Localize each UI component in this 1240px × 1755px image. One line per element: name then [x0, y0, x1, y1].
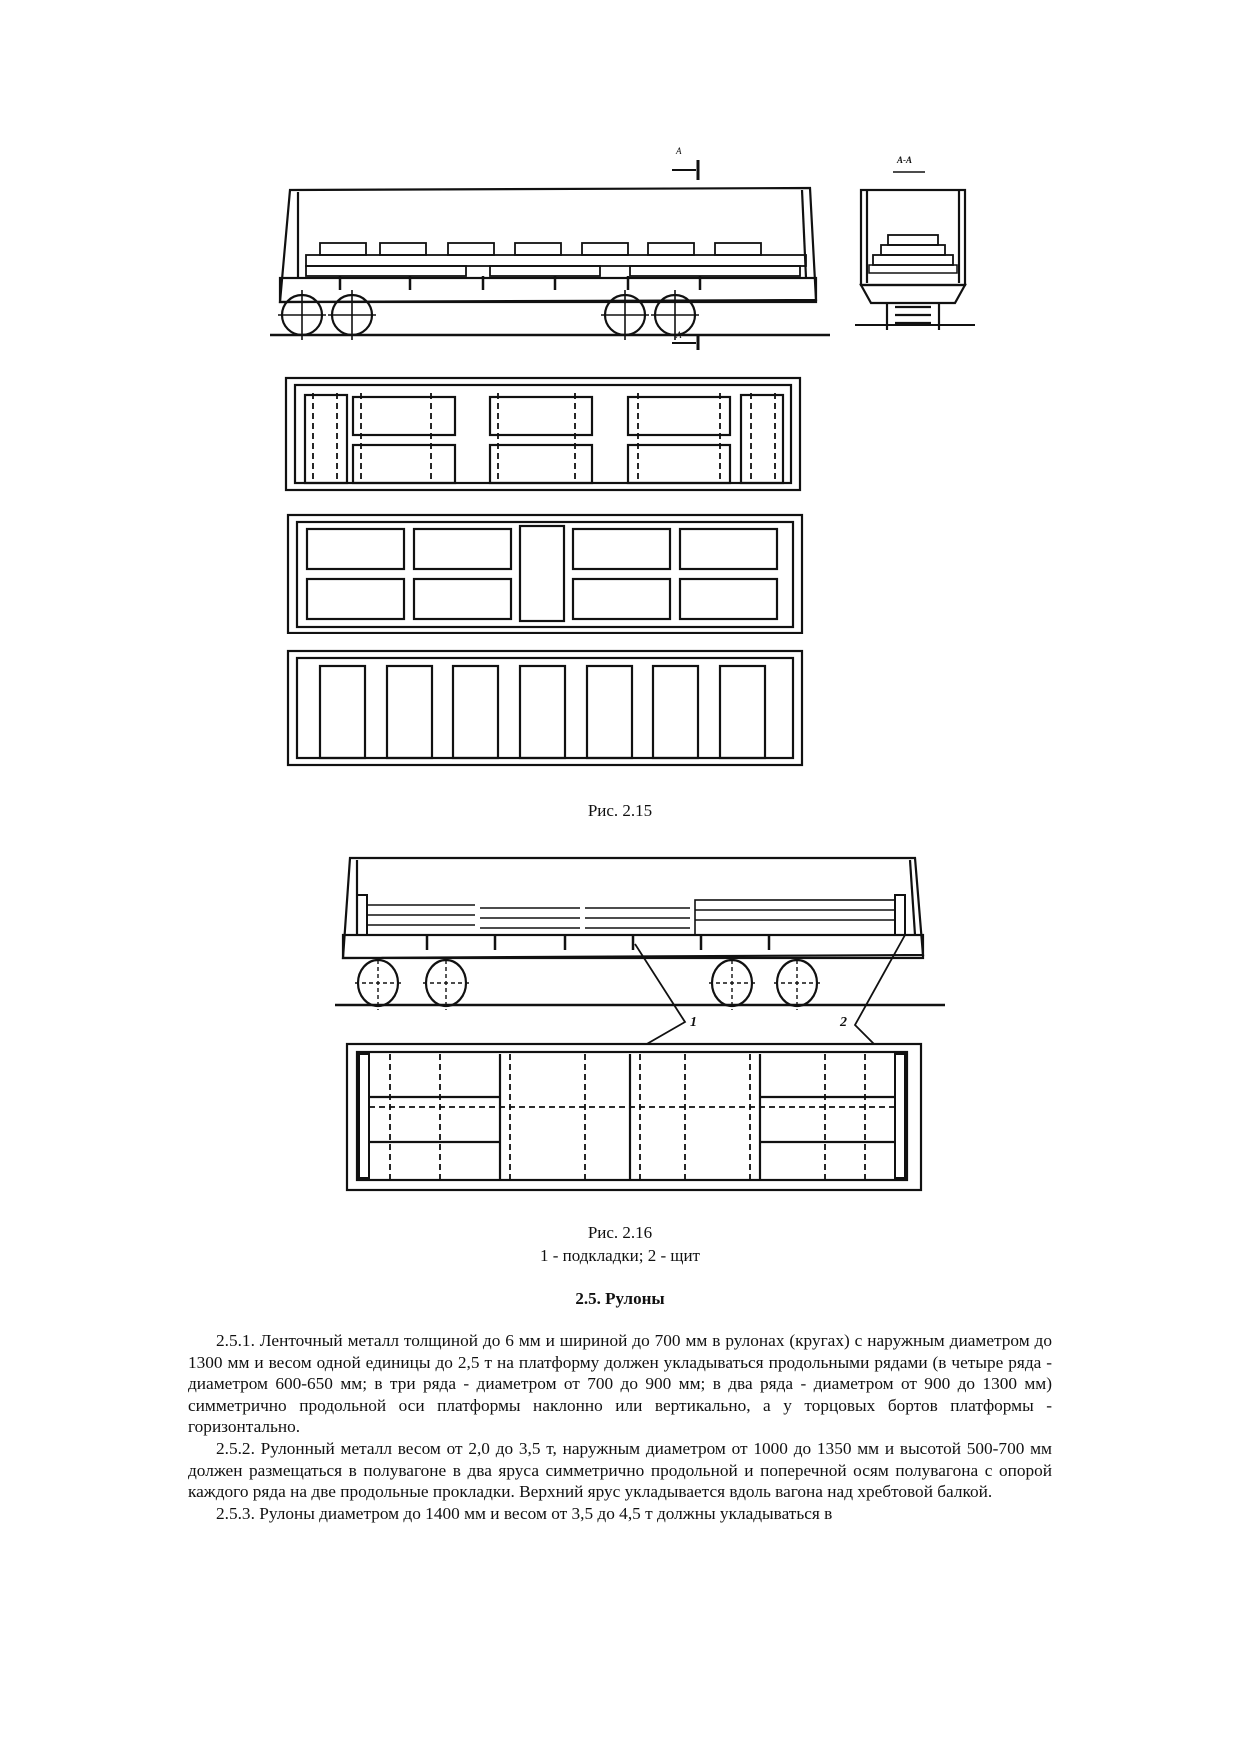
section-marker-top: А: [676, 146, 682, 156]
paragraph-2-5-1: 2.5.1. Ленточный металл толщиной до 6 мм и шириной до 700 мм в рулонах (кругах) с наружным диаметром до 1300 мм и весом одной единицы до 2,5 т на платформу должен укладываться продольными рядами (в четыре ряда - диаметром 600-650 мм; в три ряда - диаметром от 700 до 900 мм; в два ряда - диаметром от 900 до 1300 мм) симметрично продольной оси платформы наклонно или вертикально, а у торцовых бортов платформы - горизонтально.: [188, 1331, 1052, 1437]
callout-1-label: 1: [690, 1015, 697, 1030]
paragraph-2-5-3: 2.5.3. Рулоны диаметром до 1400 мм и весом от 3,5 до 4,5 т должны укладываться в: [216, 1503, 833, 1523]
figure-2-16-caption: Рис. 2.16: [587, 1223, 653, 1242]
callout-2-label: 2: [840, 1015, 847, 1030]
figure-2-16-legend: 1 - подкладки; 2 - щит: [540, 1246, 700, 1265]
figure-2-15-plan-view-3: [285, 648, 805, 768]
figure-2-15-plan-view-2: [285, 512, 805, 634]
figure-2-15-side-view: [270, 150, 830, 350]
section-view-label: А-А: [897, 155, 913, 165]
figure-2-16-plan-view: [345, 1042, 925, 1192]
figure-2-16-side-view: [335, 850, 945, 1045]
section-heading: 2.5. Рулоны: [575, 1289, 665, 1308]
figure-2-15-section-view: [855, 165, 975, 335]
section-body: [188, 1330, 1052, 1524]
figure-2-15-plan-view-1: [283, 375, 803, 495]
paragraph-2-5-2: 2.5.2. Рулонный металл весом от 2,0 до 3,5 т, наружным диаметром от 1000 до 1350 мм и высотой 500-700 мм должен размещаться в полувагоне в два яруса симметрично продольной и поперечной осям полувагона с опорой каждого ряда на две продольные прокладки. Верхний ярус укладывается вдоль вагона над хребтовой балкой.: [188, 1438, 1052, 1502]
figure-2-15-caption: Рис. 2.15: [587, 801, 653, 820]
section-marker-bottom: А: [676, 330, 682, 340]
